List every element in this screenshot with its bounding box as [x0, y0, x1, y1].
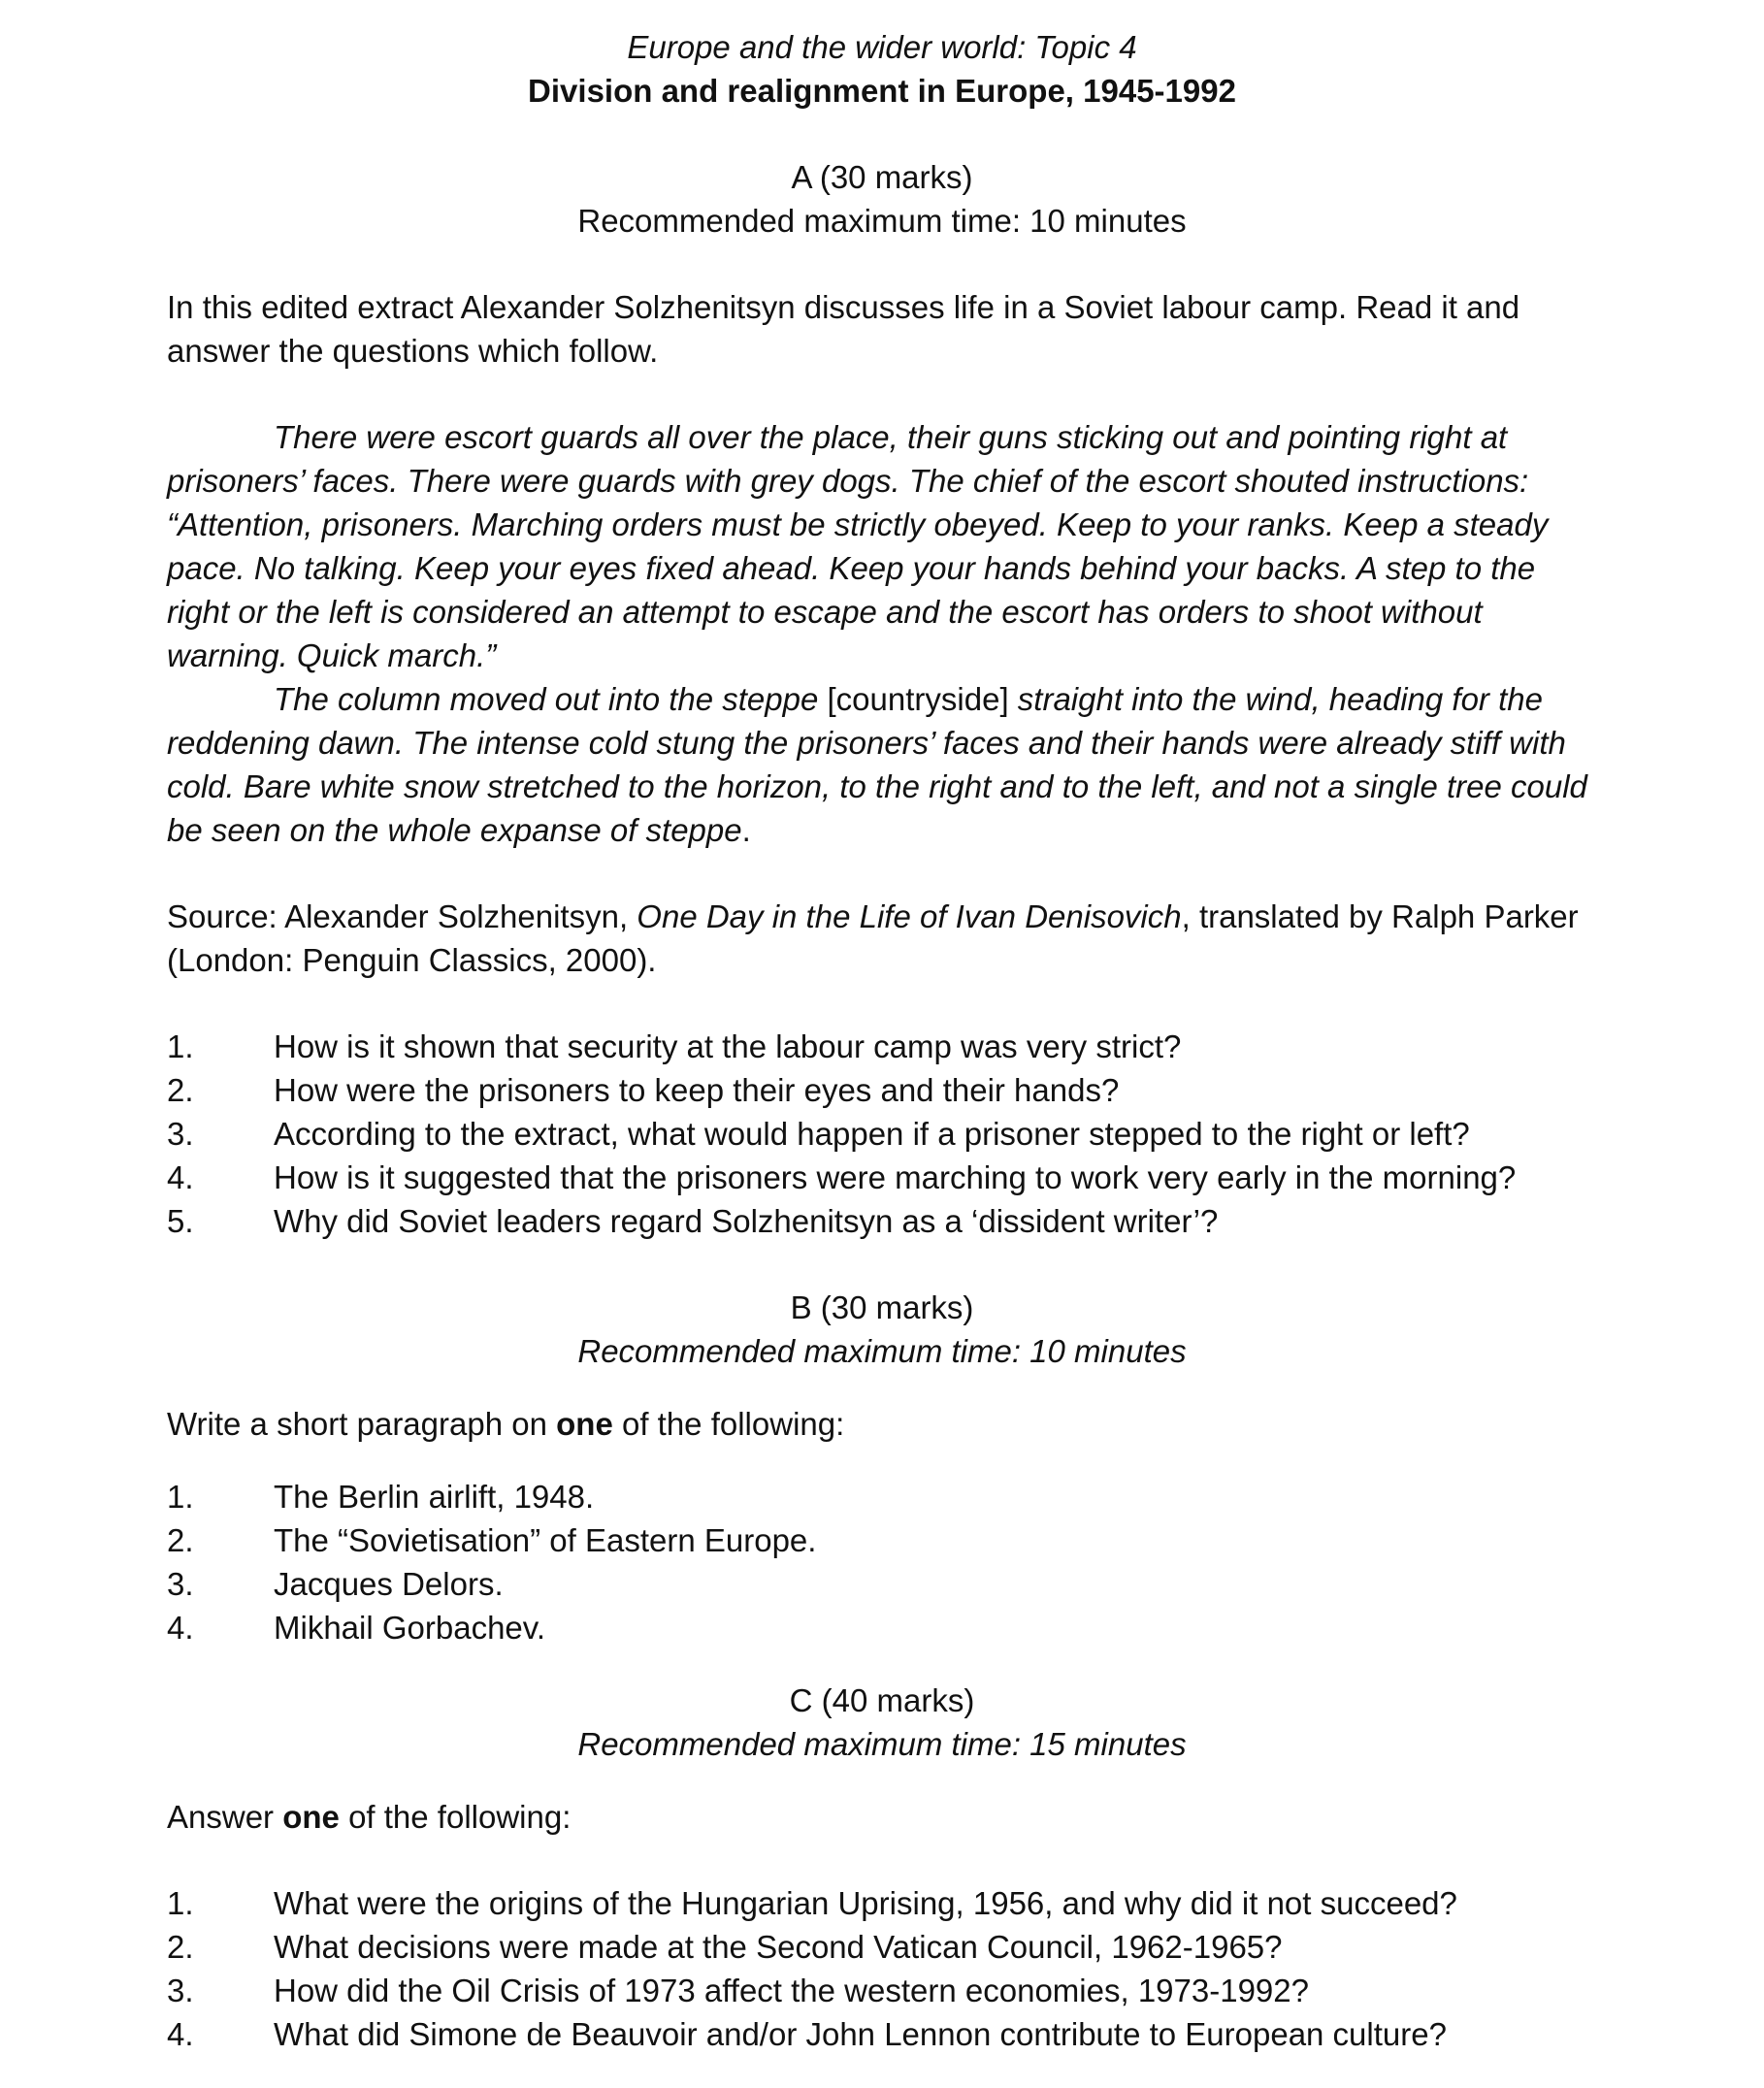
item-text: What did Simone de Beauvoir and/or John Lennon contribute to European culture?: [274, 2016, 1447, 2052]
item-number: 4.: [167, 1159, 194, 1195]
source-suffix: , translated by Ralph Parker (London: Penguin Classics, 2000).: [167, 898, 1579, 978]
item-number: 1.: [167, 1028, 194, 1064]
source-citation: [167, 895, 1597, 982]
list-item: [167, 1562, 1597, 1606]
section-b-heading: B (30 marks): [790, 1289, 974, 1325]
list-item: [167, 1025, 1597, 1068]
item-number: 2.: [167, 1522, 194, 1558]
section-a-intro: In this edited extract Alexander Solzhenitsyn discusses life in a Soviet labour camp. Read it and answer the questions which follow.: [167, 289, 1520, 369]
item-text: Why did Soviet leaders regard Solzhenitsyn as a ‘dissident writer’?: [274, 1203, 1219, 1239]
section-a-heading: A (30 marks): [791, 159, 973, 195]
list-item: [167, 1475, 1597, 1518]
extract-p2-part-a: The column moved out into the steppe: [274, 681, 819, 717]
list-item: [167, 1881, 1597, 1925]
list-item: [167, 1606, 1597, 1649]
list-item: [167, 1199, 1597, 1243]
item-number: 2.: [167, 1929, 194, 1965]
item-number: 1.: [167, 1885, 194, 1921]
item-text: How did the Oil Crisis of 1973 affect the western economies, 1973-1992?: [274, 1973, 1309, 2008]
source-book-title: One Day in the Life of Ivan Denisovich: [637, 898, 1182, 934]
item-text: According to the extract, what would happen if a prisoner stepped to the right or left?: [274, 1116, 1470, 1152]
item-number: 1.: [167, 1479, 194, 1515]
item-text: What decisions were made at the Second Vatican Council, 1962-1965?: [274, 1929, 1283, 1965]
extract-paragraph-1: There were escort guards all over the place, their guns sticking out and pointing right at prisoners’ faces. There were guards with grey dogs. The chief of the escort shouted instructions: “Attention, prisoners. Marching orders must be strictly obeyed. Keep to your ranks. Keep a steady pace. No talking. Keep your eyes fixed ahead. Keep your hands behind your backs. A step to the right or the left is considered an attempt to escape and the escort has orders to shoot without warning. Quick march.”: [167, 419, 1549, 673]
item-text: How is it suggested that the prisoners were marching to work very early in the morning?: [274, 1159, 1517, 1195]
item-text: What were the origins of the Hungarian Uprising, 1956, and why did it not succeed?: [274, 1885, 1457, 1921]
item-text: The “Sovietisation” of Eastern Europe.: [274, 1522, 817, 1558]
extract-p2-end: .: [741, 812, 751, 848]
instr-text: of the following:: [348, 1799, 572, 1835]
item-text: How were the prisoners to keep their eyes and their hands?: [274, 1072, 1120, 1108]
item-text: How is it shown that security at the labour camp was very strict?: [274, 1028, 1182, 1064]
section-b-items: [167, 1475, 1597, 1649]
instr-text: of the following:: [621, 1406, 845, 1442]
section-a-time: Recommended maximum time: 10 minutes: [577, 203, 1187, 239]
source-extract: [167, 415, 1597, 852]
item-number: 4.: [167, 1610, 194, 1646]
list-item: [167, 2012, 1597, 2056]
section-c-heading: C (40 marks): [789, 1682, 975, 1718]
list-item: [167, 1112, 1597, 1156]
instr-text: Answer: [167, 1799, 275, 1835]
extract-paragraph-2: [167, 677, 1597, 852]
item-number: 3.: [167, 1116, 194, 1152]
item-number: 3.: [167, 1973, 194, 2008]
extract-gloss: [countryside]: [827, 681, 1009, 717]
section-b-instructions: [167, 1402, 1597, 1446]
item-number: 2.: [167, 1072, 194, 1108]
section-c-time: Recommended maximum time: 15 minutes: [577, 1726, 1187, 1762]
section-c-items: [167, 1881, 1597, 2056]
list-item: [167, 1518, 1597, 1562]
source-prefix: Source: Alexander Solzhenitsyn,: [167, 898, 629, 934]
item-text: Jacques Delors.: [274, 1566, 504, 1602]
item-number: 5.: [167, 1203, 194, 1239]
item-text: Mikhail Gorbachev.: [274, 1610, 546, 1646]
item-text: The Berlin airlift, 1948.: [274, 1479, 595, 1515]
instr-emphasis: one: [556, 1406, 613, 1442]
section-a-questions: [167, 1025, 1597, 1243]
topic-subtitle: Europe and the wider world: Topic 4: [627, 29, 1137, 65]
section-c-instructions: [167, 1795, 1597, 1839]
list-item: [167, 1156, 1597, 1199]
item-number: 4.: [167, 2016, 194, 2052]
instr-text: Write a short paragraph on: [167, 1406, 547, 1442]
extract-p2-part-c: straight into the wind, heading for the reddening dawn. The intense cold stung the prisoners’ faces and their hands were already stiff with cold. Bare white snow stretched to the horizon, to the right and to the left, and not a single tree could be seen on the whole expanse of steppe: [167, 681, 1587, 848]
list-item: [167, 1925, 1597, 1969]
page-title: Division and realignment in Europe, 1945-1992: [528, 73, 1236, 109]
item-number: 3.: [167, 1566, 194, 1602]
list-item: [167, 1068, 1597, 1112]
list-item: [167, 1969, 1597, 2012]
section-b-time: Recommended maximum time: 10 minutes: [577, 1333, 1187, 1369]
instr-emphasis: one: [282, 1799, 340, 1835]
